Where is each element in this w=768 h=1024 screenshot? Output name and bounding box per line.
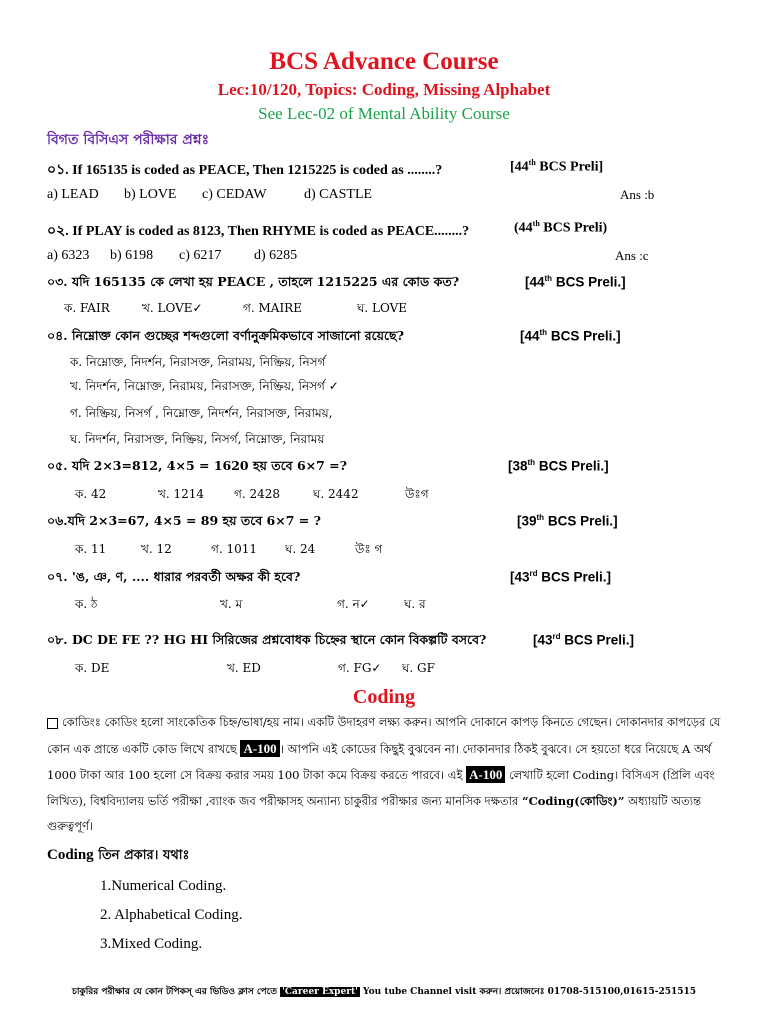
- q6-option-gha: ঘ. 24: [285, 542, 316, 556]
- coding-types-en: Coding: [47, 847, 94, 863]
- q7-option-gha: ঘ. র: [404, 597, 426, 611]
- q1-option-a: a) LEAD: [47, 187, 99, 202]
- q4-option-ga: গ. নিষ্ক্রিয়, নিসর্গ , নিম্নোক্ত, নিদর্শন, নিরাসক্ত, নিরাময়,: [70, 406, 333, 420]
- q7-option-kha: খ. ম: [220, 597, 243, 611]
- q8-option-kha: খ. ED: [227, 661, 261, 675]
- q5-option-ga: গ. 2428: [234, 487, 281, 501]
- q3-option-kha: খ. LOVE✓: [142, 301, 203, 315]
- question-3: ০৩. যদি 165135 কে লেখা হয় PEACE , তাহলে 1215225 এর কোড কত?: [47, 274, 460, 289]
- q7-option-ga: গ. ন✓: [337, 597, 370, 611]
- question-8-tag: [43rd BCS Preli.]: [533, 632, 635, 648]
- q1-option-d: d) CASTLE: [304, 187, 373, 202]
- coding-type-1: 1.Numerical Coding.: [100, 878, 227, 894]
- q6-option-ga: গ. 1011: [211, 542, 258, 556]
- code-highlight-2: A-100: [466, 766, 505, 783]
- coding-paragraph: [47, 710, 737, 840]
- q5-option-gha: ঘ. 2442: [313, 487, 359, 501]
- question-4: ০৪. নিম্নোক্ত কোন গুচ্ছের শব্দগুলো বর্ণানুক্রমিকভাবে সাজানো রয়েছে?: [47, 328, 404, 343]
- lecture-subtitle: Lec:10/120, Topics: Coding, Missing Alphabet: [217, 80, 551, 99]
- footer-channel: 'Career Expert': [282, 987, 358, 997]
- coding-text-4: অধ্যায়টি অত্যন্ত গুরুত্বপূর্ণ।: [47, 793, 702, 833]
- question-1: ০১. If 165135 is coded as PEACE, Then 1215225 is coded as ........?: [47, 163, 443, 178]
- q2-option-c: c) 6217: [179, 248, 222, 263]
- q8-option-gha: ঘ. GF: [402, 661, 435, 675]
- coding-types-heading: [47, 846, 189, 867]
- coding-type-3: 3.Mixed Coding.: [100, 936, 203, 952]
- q2-option-b: b) 6198: [110, 248, 154, 263]
- section-title: বিগত বিসিএস পরীক্ষার প্রশ্নঃ: [47, 132, 210, 148]
- question-5: ০৫. যদি 2×3=812, 4×5 = 1620 হয় তবে 6×7 =?: [47, 458, 347, 473]
- q3-option-ka: ক. FAIR: [64, 301, 110, 315]
- q8-option-ga: গ. FG✓: [338, 661, 382, 675]
- question-8: ০৮. DC DE FE ?? HG HI সিরিজের প্রশ্নবোধক চিহ্নের স্থানে কোন বিকল্পটি বসবে?: [47, 632, 487, 647]
- question-7-tag: [43rd BCS Preli.]: [510, 569, 612, 585]
- question-6-tag: [39th BCS Preli.]: [517, 513, 618, 529]
- q1-option-c: c) CEDAW: [202, 187, 267, 202]
- question-7: ০৭. 'ঙ, ঞ, ণ, .... ধারার পরবর্তী অক্ষর কী হবে?: [47, 569, 301, 584]
- question-5-tag: [38th BCS Preli.]: [508, 458, 609, 474]
- q4-option-gha: ঘ. নিদর্শন, নিরাসক্ত, নিষ্ক্রিয়, নিসর্গ, নিম্নোক্ত, নিরাময়: [70, 432, 325, 446]
- coding-text-1: কোডিংঃ কোডিং হলো সাংকেতিক চিহ্ন/ভাষা/হয় নাম। একটি উদাহরণ লক্ষ্য করুন। আপনি দোকানে কাপড় কিনতে গেছেন। দোকানদার কাপড়ের যে কোন এক প্রান্তে একটি কোড লিখে রাখছে: [47, 715, 721, 756]
- question-2-tag: (44th BCS Preli): [514, 219, 608, 236]
- footer-pre: চাকুরির পরীক্ষার যে কোন টপিকস্ এর ভিডিও ক্লাস পেতে: [71, 987, 277, 997]
- question-3-tag: [44th BCS Preli.]: [525, 274, 626, 290]
- footer-note: [0, 984, 768, 999]
- question-1-tag: [44th BCS Preli]: [510, 158, 604, 175]
- q5-answer: উঃগ: [405, 487, 429, 501]
- q4-option-ka: ক. নিম্নোক্ত, নিদর্শন, নিরাসক্ত, নিরাময়, নিষ্ক্রিয়, নিসর্গ: [70, 355, 326, 369]
- q8-option-ka: ক. DE: [75, 661, 110, 675]
- q5-option-ka: ক. 42: [75, 487, 107, 501]
- coding-text-2: । আপনি এই কোডের কিছুই বুঝবেন না। দোকানদার ঠিকই বুঝবে। সে হয়তো ধরে নিয়েছে A অর্থ 1000 টাকা আর 100 হলো সে বিক্রয় করার সময় 100 টাকা কমে বিক্রয় করতে পারবে। এই: [47, 741, 712, 782]
- coding-text-3: লেখাটি হলো Coding। বিসিএস (প্রিলি এবং লিখিত), বিশ্ববিদ্যালয় ভর্তি পরীক্ষা ,ব্যাংক জব পরীক্ষাসহ অন্যান্য চাকুরীর পরীক্ষার জন্য মানসিক দক্ষতার: [47, 768, 715, 808]
- q1-answer: Ans :b: [620, 187, 655, 202]
- q3-option-ga: গ. MAIRE: [243, 301, 302, 315]
- coding-types-bn: তিন প্রকার। যথাঃ: [98, 848, 190, 863]
- question-4-tag: [44th BCS Preli.]: [520, 328, 621, 344]
- code-highlight-1: A-100: [240, 740, 279, 757]
- coding-heading: Coding: [352, 686, 416, 708]
- checkbox-icon: [47, 718, 58, 729]
- q6-answer: উঃ গ: [355, 542, 383, 556]
- coding-type-2: 2. Alphabetical Coding.: [100, 907, 243, 923]
- q2-option-d: d) 6285: [254, 248, 298, 263]
- q2-answer: Ans :c: [615, 248, 649, 263]
- q2-option-a: a) 6323: [47, 248, 90, 263]
- q1-option-b: b) LOVE: [124, 187, 177, 202]
- reference-note: See Lec-02 of Mental Ability Course: [258, 104, 510, 123]
- page-title: BCS Advance Course: [269, 48, 499, 75]
- q6-option-kha: খ. 12: [141, 542, 172, 556]
- coding-bold-term: “Coding(কোডিং)”: [521, 793, 625, 808]
- q3-option-gha: ঘ. LOVE: [357, 301, 408, 315]
- question-2: ০২. If PLAY is coded as 8123, Then RHYME is coded as PEACE........?: [47, 224, 470, 239]
- q6-option-ka: ক. 11: [75, 542, 107, 556]
- q4-option-kha: খ. নিদর্শন, নিম্নোক্ত, নিরাময়, নিরাসক্ত, নিষ্ক্রিয়, নিসর্গ ✓: [70, 379, 339, 393]
- q5-option-kha: খ. 1214: [158, 487, 205, 501]
- footer-post: You tube Channel visit করুন। প্রয়োজনেঃ 01708-515100,01615-251515: [363, 987, 697, 997]
- q7-option-ka: ক. ঠ: [75, 597, 98, 611]
- question-6: ০৬.যদি 2×3=67, 4×5 = 89 হয় তবে 6×7 = ?: [47, 513, 321, 528]
